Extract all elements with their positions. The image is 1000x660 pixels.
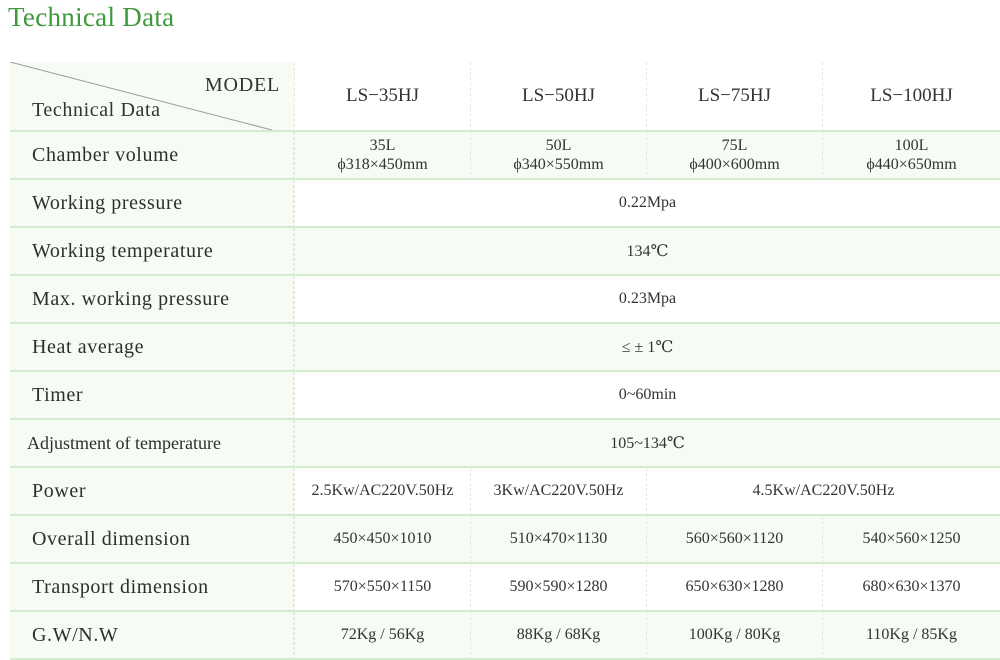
row-label: Adjustment of temperature — [10, 420, 294, 468]
row-label: Chamber volume — [10, 132, 294, 180]
heat-average-value: ≤ ± 1℃ — [294, 324, 1000, 372]
table-row — [10, 132, 1000, 180]
table-row — [10, 420, 1000, 468]
table-row — [10, 516, 1000, 564]
table-row — [10, 324, 1000, 372]
row-label: Power — [10, 468, 294, 516]
adjustment-value: 105~134℃ — [294, 420, 1000, 468]
timer-value: 0~60min — [294, 372, 1000, 420]
volume-value: 75L — [721, 137, 748, 154]
table-row — [10, 564, 1000, 612]
overall-dimension-value: 450×450×1010 — [294, 516, 470, 564]
power-value: 4.5Kw/AC220V.50Hz — [646, 468, 1000, 516]
model-header: LS−100HJ — [822, 62, 1000, 132]
weight-value: 72Kg / 56Kg — [294, 612, 470, 660]
weight-value: 88Kg / 68Kg — [470, 612, 646, 660]
chamber-size-value: ϕ400×600mm — [689, 156, 780, 173]
chamber-size-value: ϕ440×650mm — [866, 156, 957, 173]
model-header: LS−75HJ — [646, 62, 822, 132]
technical-data-header-label: Technical Data — [32, 99, 161, 121]
table-row — [10, 180, 1000, 228]
weight-value: 110Kg / 85Kg — [822, 612, 1000, 660]
chamber-size-value: ϕ340×550mm — [513, 156, 604, 173]
transport-dimension-value: 590×590×1280 — [470, 564, 646, 612]
chamber-volume-cell — [646, 132, 822, 180]
model-header-label: MODEL — [204, 74, 280, 96]
technical-data-table — [10, 62, 1000, 660]
chamber-volume-cell — [822, 132, 1000, 180]
transport-dimension-value: 570×550×1150 — [294, 564, 470, 612]
row-label: Transport dimension — [10, 564, 294, 612]
row-label: Working pressure — [10, 180, 294, 228]
table-row — [10, 612, 1000, 660]
table-row — [10, 228, 1000, 276]
table-row — [10, 276, 1000, 324]
model-header: LS−35HJ — [294, 62, 470, 132]
row-label: G.W/N.W — [10, 612, 294, 660]
weight-value: 100Kg / 80Kg — [646, 612, 822, 660]
volume-value: 50L — [545, 137, 572, 154]
max-pressure-value: 0.23Mpa — [294, 276, 1000, 324]
table-row — [10, 468, 1000, 516]
page-title: Technical Data — [8, 2, 175, 32]
row-label: Heat average — [10, 324, 294, 372]
power-value: 3Kw/AC220V.50Hz — [470, 468, 646, 516]
row-label: Timer — [10, 372, 294, 420]
overall-dimension-value: 510×470×1130 — [470, 516, 646, 564]
row-label: Working temperature — [10, 228, 294, 276]
overall-dimension-value: 540×560×1250 — [822, 516, 1000, 564]
table-row — [10, 372, 1000, 420]
row-label: Overall dimension — [10, 516, 294, 564]
header-row — [10, 62, 1000, 132]
transport-dimension-value: 680×630×1370 — [822, 564, 1000, 612]
volume-value: 100L — [894, 137, 929, 154]
chamber-volume-cell — [294, 132, 470, 180]
chamber-size-value: ϕ318×450mm — [337, 156, 428, 173]
overall-dimension-value: 560×560×1120 — [646, 516, 822, 564]
model-header: LS−50HJ — [470, 62, 646, 132]
row-label: Max. working pressure — [10, 276, 294, 324]
transport-dimension-value: 650×630×1280 — [646, 564, 822, 612]
chamber-volume-cell — [470, 132, 646, 180]
header-corner-cell — [10, 62, 294, 132]
working-pressure-value: 0.22Mpa — [294, 180, 1000, 228]
working-temperature-value: 134℃ — [294, 228, 1000, 276]
power-value: 2.5Kw/AC220V.50Hz — [294, 468, 470, 516]
volume-value: 35L — [369, 137, 396, 154]
